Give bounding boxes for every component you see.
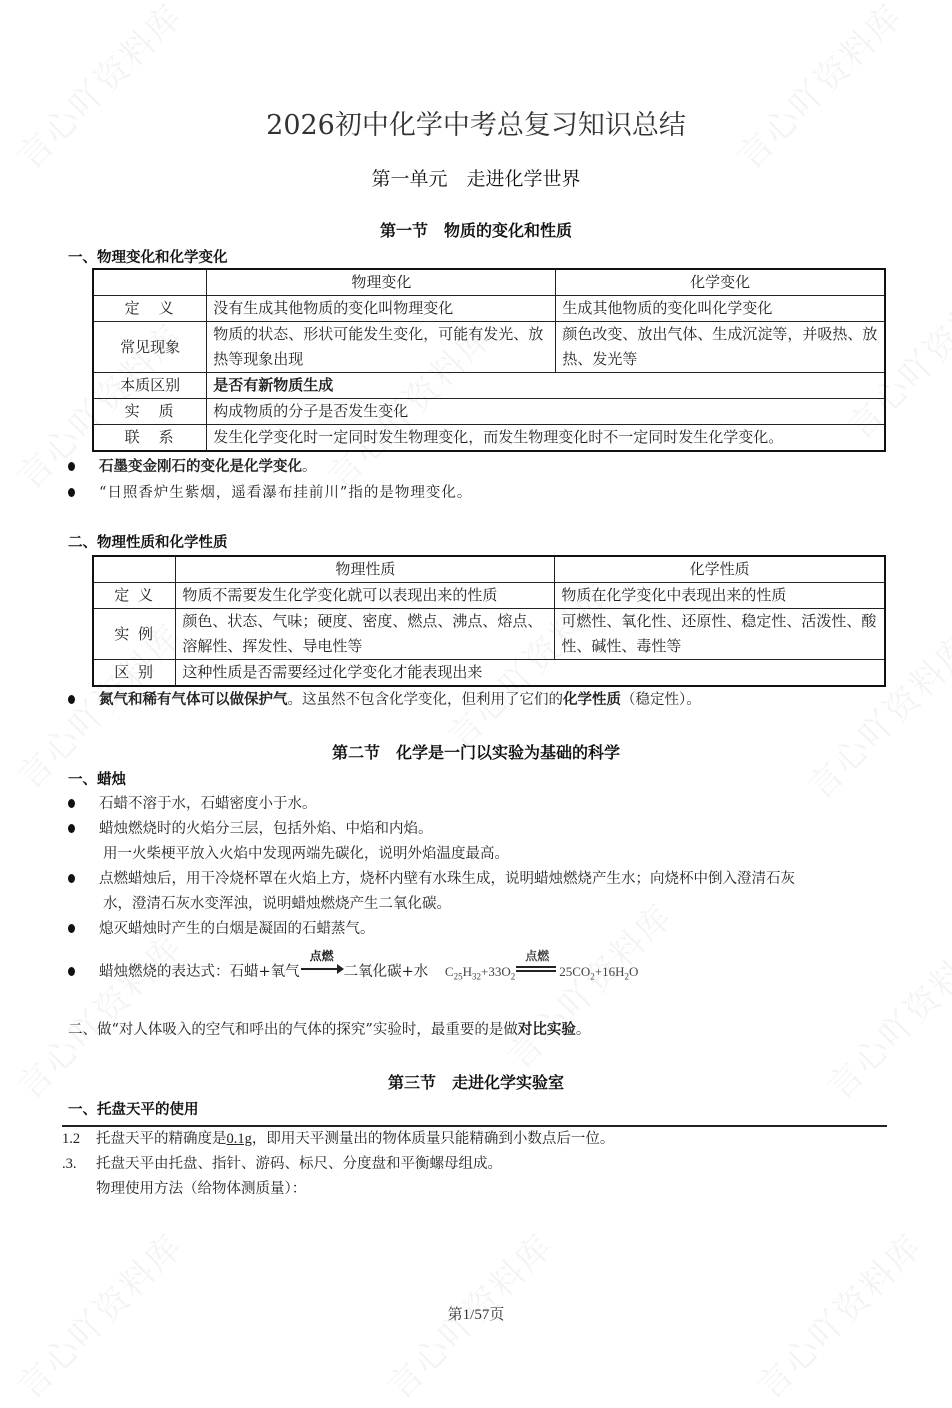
bullet-icon xyxy=(68,967,75,976)
numbered-item xyxy=(62,1127,614,1151)
row-label: 联 系 xyxy=(93,425,207,452)
bullet-item xyxy=(68,455,317,479)
table-row xyxy=(93,399,885,425)
bold-text: 化学性质 xyxy=(563,692,621,708)
table-cell: 颜色、状态、气味；硬度、密度、燃点、沸点、熔点、溶解性、挥发性、导电性等 xyxy=(176,609,555,660)
table-header-cell: 物理性质 xyxy=(176,556,555,583)
bullet-icon xyxy=(68,924,75,933)
bullet-icon xyxy=(68,824,75,833)
table-row xyxy=(93,425,885,452)
bullet-text: 熄灭蜡烛时产生的白烟是凝固的石蜡蒸气。 xyxy=(99,921,375,937)
experiment-note xyxy=(68,1018,590,1042)
bullet-item xyxy=(68,688,701,712)
bullet-item xyxy=(68,817,433,841)
row-label: 实 例 xyxy=(93,609,176,660)
row-label: 实 质 xyxy=(93,399,207,425)
table-header-cell xyxy=(93,556,176,583)
subsection-heading: 一、蜡烛 xyxy=(68,772,126,788)
subsection-heading: 一、物理变化和化学变化 xyxy=(68,250,228,266)
table-cell: 颜色改变、放出气体、生成沉淀等，并吸热、放热、发光等 xyxy=(556,322,885,373)
table-row xyxy=(93,373,885,399)
row-label: 常见现象 xyxy=(93,322,207,373)
table-header-cell: 物理变化 xyxy=(207,269,556,296)
item-number: .3. xyxy=(62,1156,77,1172)
bold-text: 石墨变金刚石的变化是化学变化 xyxy=(99,459,302,475)
item-text: 托盘天平的精确度是 xyxy=(96,1131,227,1147)
section-title: 第一节 物质的变化和性质 xyxy=(379,221,572,240)
bullet-item xyxy=(68,481,472,505)
document-title: 2026初中化学中考总复习知识总结 xyxy=(266,110,686,141)
table-cell: 物质在化学变化中表现出来的性质 xyxy=(555,583,885,609)
bullet-item xyxy=(68,792,317,816)
expression-text: 蜡烛燃烧的表达式：石蜡+氧气 xyxy=(99,964,300,980)
row-label: 定 义 xyxy=(93,583,176,609)
equals-sign-icon: 点燃 xyxy=(516,958,558,976)
bullet-icon xyxy=(68,874,75,883)
table-row xyxy=(93,583,885,609)
table-cell: 物质不需要发生化学变化就可以表现出来的性质 xyxy=(176,583,555,609)
bullet-text: 石蜡不溶于水，石蜡密度小于水。 xyxy=(99,796,317,812)
expression-text: 二氧化碳+水 xyxy=(343,964,429,980)
page-indicator: 第1/57页 xyxy=(447,1307,505,1323)
unit-title: 第一单元 走进化学世界 xyxy=(371,168,581,190)
table-row xyxy=(93,296,885,322)
row-label: 本质区别 xyxy=(93,373,207,399)
usage-text: 物理使用方法（给物体测质量）： xyxy=(96,1181,307,1197)
table-header-cell xyxy=(93,269,207,296)
bold-text: 氮气和稀有气体可以做保护气 xyxy=(99,692,288,708)
table-header-row xyxy=(93,269,885,296)
note-text: 。 xyxy=(575,1022,591,1038)
bullet-text: “日照香炉生紫烟，遥看瀑布挂前川”指的是物理变化。 xyxy=(99,485,473,501)
table-header-cell: 化学变化 xyxy=(556,269,885,296)
table-cell: 构成物质的分子是否发生变化 xyxy=(207,399,885,425)
indented-text: 用一火柴梗平放入火焰中发现两端先碳化，说明外焰温度最高。 xyxy=(103,846,509,862)
table-row xyxy=(93,609,885,660)
reaction-arrow-icon xyxy=(301,949,343,976)
physical-chemical-change-table xyxy=(92,268,886,452)
bullet-icon xyxy=(68,462,75,471)
table-cell: 物质的状态、形状可能发生变化，可能有发光、放热等现象出现 xyxy=(207,322,556,373)
row-label: 定 义 xyxy=(93,296,207,322)
table-cell: 发生化学变化时一定同时发生物理变化，而发生物理变化时不一定同时发生化学变化。 xyxy=(207,425,885,452)
bullet-icon xyxy=(68,799,75,808)
bold-text: 对比实验 xyxy=(517,1022,576,1038)
indented-text: 水，澄清石灰水变浑浊，说明蜡烛燃烧产生二氧化碳。 xyxy=(103,896,451,912)
reaction-condition: 点燃 xyxy=(309,949,334,963)
item-text: ，即用天平测量出的物体质量只能精确到小数点后一位。 xyxy=(251,1131,615,1147)
table-cell: 可燃性、氧化性、还原性、稳定性、活泼性、酸性、碱性、毒性等 xyxy=(555,609,885,660)
item-number: 1.2 xyxy=(62,1131,81,1147)
item-text: 托盘天平由托盘、指针、游码、标尺、分度盘和平衡螺母组成。 xyxy=(96,1156,502,1172)
section-title: 第三节 走进化学实验室 xyxy=(387,1073,564,1092)
section-title: 第二节 化学是一门以实验为基础的科学 xyxy=(331,743,620,762)
bullet-item xyxy=(68,867,795,891)
underlined-value: 0.1g xyxy=(226,1131,252,1147)
table-cell: 生成其他物质的变化叫化学变化 xyxy=(556,296,885,322)
bullet-icon xyxy=(68,488,75,497)
row-label: 区 别 xyxy=(93,660,176,687)
table-cell: 这种性质是否需要经过化学变化才能表现出来 xyxy=(176,660,885,687)
subsection-heading: 二、物理性质和化学性质 xyxy=(68,535,228,551)
bullet-item-expression xyxy=(68,949,639,989)
physical-chemical-property-table xyxy=(92,555,886,687)
bullet-text: 。这虽然不包含化学变化，但利用了它们的 xyxy=(287,692,563,708)
bullet-item xyxy=(68,917,375,941)
table-cell: 没有生成其他物质的变化叫物理变化 xyxy=(207,296,556,322)
table-cell: 是否有新物质生成 xyxy=(207,373,885,399)
bullet-text: 蜡烛燃烧时的火焰分三层，包括外焰、中焰和内焰。 xyxy=(99,821,433,837)
note-text: 二、做“对人体吸入的空气和呼出的气体的探究”实验时，最重要的是做 xyxy=(68,1022,518,1038)
table-header-row xyxy=(93,556,885,583)
bullet-text: 点燃蜡烛后，用干冷烧杯罩在火焰上方，烧杯内壁有水珠生成，说明蜡烛燃烧产生水；向烧杯中倒入澄清石灰 xyxy=(99,871,795,887)
table-header-cell: 化学性质 xyxy=(555,556,885,583)
chemical-equation: $C_{25}H_{32}+33O_2$ 点燃 $25CO_2+16H_2O$ xyxy=(444,949,639,982)
subsection-heading: 一、托盘天平的使用 xyxy=(68,1102,199,1118)
bullet-icon xyxy=(68,695,75,704)
table-row xyxy=(93,322,885,373)
table-row xyxy=(93,660,885,687)
bullet-text: 。 xyxy=(302,459,317,475)
bullet-text: （稳定性）。 xyxy=(621,692,701,708)
numbered-item xyxy=(62,1152,502,1176)
